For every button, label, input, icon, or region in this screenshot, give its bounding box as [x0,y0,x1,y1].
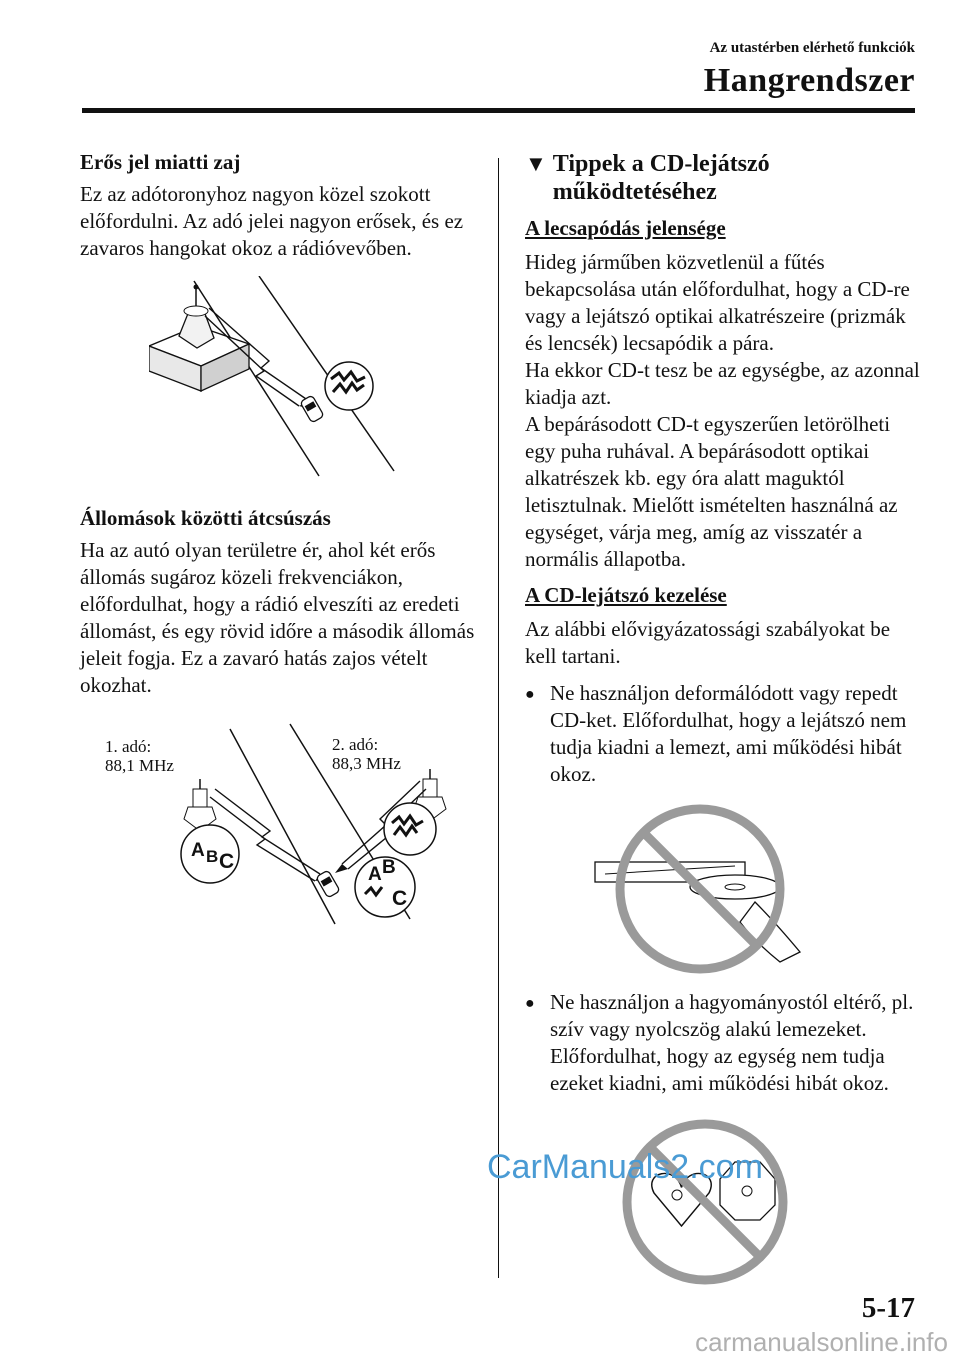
station-1-frequency: 88,1 MHz [105,756,174,775]
section-strong-signal-title: Erős jel miatti zaj [80,150,241,174]
mixed-audio-letter-a: A [368,864,382,885]
station-2-frequency: 88,3 MHz [332,754,401,773]
triangle-marker-icon: ▼ [525,151,547,176]
bullet-nonstandard-cd [525,989,925,1097]
cd-tips-heading-text: Tippek a CD-lejátszó működtetéséhez [552,151,770,205]
condensation-paragraph-2: Ha ekkor CD-t tesz be az egységbe, az azonnal kiadja azt. [525,358,920,409]
bullet-nonstandard-cd-text: Ne használjon a hagyományostól eltérő, pl. szív vagy nyolcszög alakú lemezeket. Előfordulhat, hogy az egység nem tudja ezeket kiadni, ami működési hibát okoz. [550,990,914,1095]
cd-handling-intro: Az alábbi elővigyázatossági szabályokat be kell tartani. [525,617,891,668]
station-1-label: 1. adó: [105,737,152,756]
station-2-label: 2. adó: [332,735,379,754]
header-title: Hangrendszer [703,62,915,99]
column-divider [498,158,499,1278]
watermark-logo: CarManuals2.com [487,1148,763,1186]
header-section: Az utastérben elérhető funkciók [709,40,915,56]
mixed-audio-letter-c: C [392,887,408,910]
bullet-deformed-cd-text: Ne használjon deformálódott vagy repedt CD-ket. Előfordulhat, hogy a lejátszó nem tudja kiadni a lemezt, ami működési hibát okoz. [550,681,907,786]
bullet-deformed-cd [525,680,925,788]
bullet-icon: ● [525,995,535,1012]
condensation-subheading: A lecsapódás jelensége [525,216,726,240]
header-rule [82,108,915,113]
page-number: 5-17 [861,1292,915,1324]
station-drift-illustration [80,719,460,929]
section-station-drift-title: Állomások közötti átcsúszás [80,506,331,530]
left-column [80,150,478,929]
station-1-audio-letter-b: B [206,847,219,866]
condensation-paragraph-1: Hideg járműben közvetlenül a fűtés bekapcsolása után előfordulhat, hogy a CD-re vagy a lejátszó optikai alkatrészeire (prizmák és lencsék) lecsapódik a pára. [525,250,910,355]
cd-handling-subheading: A CD-lejátszó kezelése [525,583,727,607]
bullet-icon: ● [525,686,535,703]
station-1-audio-letter-c: C [219,850,235,873]
strong-signal-illustration [149,276,409,486]
no-deformed-cd-illustration [585,802,815,977]
condensation-paragraph-3: A bepárásodott CD-t egyszerűen letörölheti egy puha ruhával. A bepárásodott optikai alkatrészek kb. egy óra alatt maguktól letisztulnak. Mielőtt ismételten használná az egységet, várja meg, amíg az visszatér a normális állapotba. [525,412,898,571]
mixed-audio-letter-b: B [382,857,396,878]
station-1-audio-letter-a: A [191,840,205,861]
footer-watermark-url: carmanualsonline.info [695,1327,948,1357]
cd-tips-heading [525,150,925,206]
section-strong-signal-body: Ez az adótoronyhoz nagyon közel szokott előfordulni. Az adó jelei nagyon erősek, és ez zavaros hangokat okoz a rádióvevőben. [80,182,464,260]
section-station-drift-body: Ha az autó olyan területre ér, ahol két erős állomás sugároz közeli frekvenciákon, előfordulhat, hogy a rádió elveszíti az eredeti állomást, és egy rövid időre a második állomás jeleit fogja. Ez a zavaró hatás zajos vételt okozhat. [80,538,475,697]
right-column [525,150,925,1287]
no-shaped-cd-illustration [615,1117,795,1287]
